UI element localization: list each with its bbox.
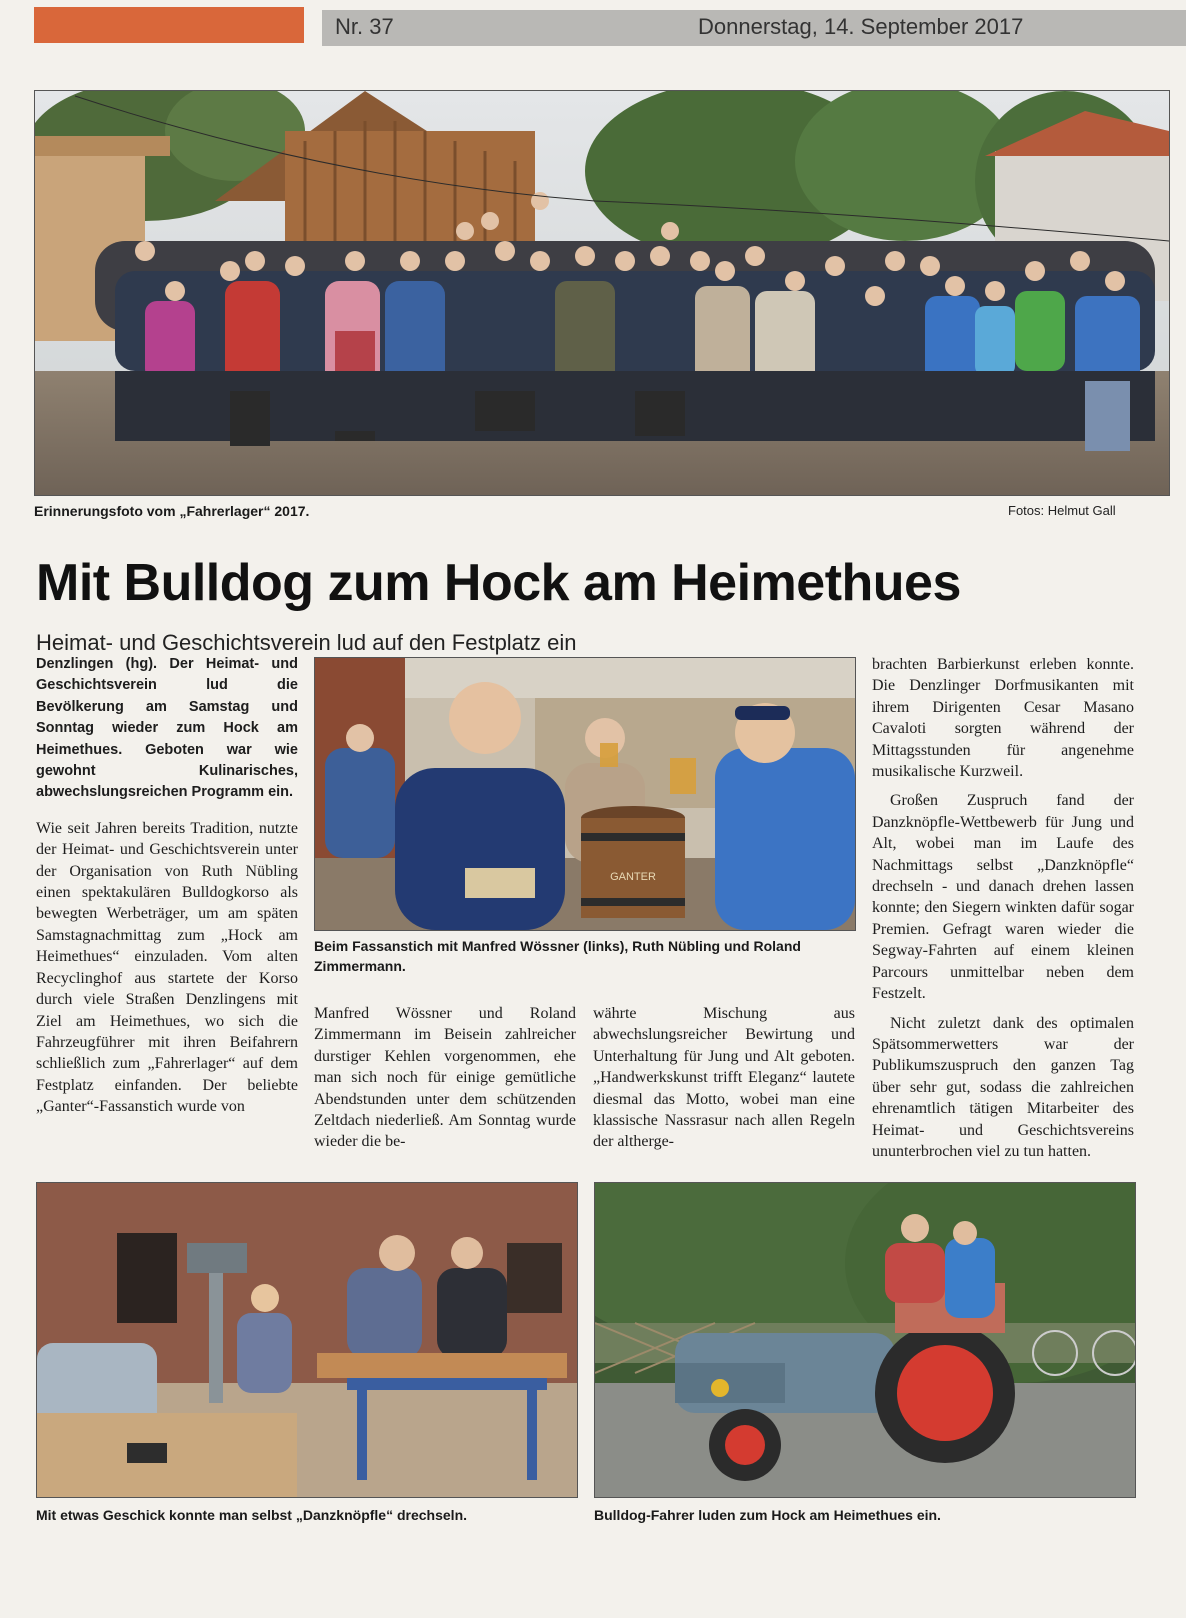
article-lead: Denzlingen (hg). Der Heimat- und Geschichtsverein lud die Bevölkerung am Samstag und Sonntag wieder zum Hock am Heimethues. Geboten war wie gewohnt Kulinarisches, abwechslungsreichen Programm ein. <box>36 656 298 801</box>
article-col4-p1: brachten Barbierkunst erleben konnte. Die Denzlinger Dorfmusikanten mit ihrem Dirigenten Cesar Masano Cavaloti sorgten während der Mittagsstunden für angenehme musikalische Kurzweil. <box>872 656 1134 781</box>
group-photo <box>34 90 1170 496</box>
top-photo-caption: Erinnerungsfoto vom „Fahrerlager“ 2017. <box>34 503 310 519</box>
issue-date: Donnerstag, 14. September 2017 <box>698 14 1024 39</box>
article-subheadline: Heimat- und Geschichtsverein lud auf den Festplatz ein <box>36 630 577 655</box>
article-col2-body: Manfred Wössner und Roland Zimmermann im Beisein zahlreicher durstiger Kehlen vorgenommen, ehe man sich noch für einige gemütliche Abendstunden unter dem schützenden Zeltdach niederließ. Am Sonntag wurde wieder die be- <box>314 1005 576 1151</box>
article-col4-p3: Nicht zuletzt dank des optimalen Spätsommerwetters war der Publikumszuspruch den ganzen Tag über sehr gut, sodass die zahlreichen ehrenamtlich tätigen Mitarbeiter des Heimat- und Geschichtsvereins ununterbrochen viel zu tun hatten. <box>872 1014 1134 1160</box>
header-accent-bar <box>34 7 304 43</box>
bleed-through-text <box>900 58 1180 88</box>
issue-number: Nr. 37 <box>335 14 394 39</box>
article-col4-p2: Großen Zuspruch fand der Danzknöpfle-Wettbewerb für Jung und Alt, wobei man im Laufe des Nachmittags selbst „Danzknöpfle“ drechseln - und danach drehen lassen konnte; den Siegern winkten dafür sogar Premien. Gefragt waren wieder die Segway-Fahrten auf einem kleinen Parcours unmittelbar neben dem Festzelt. <box>872 792 1134 1003</box>
bottom-right-caption: Bulldog-Fahrer luden zum Hock am Heimethues ein. <box>594 1507 941 1523</box>
bottom-left-caption: Mit etwas Geschick konnte man selbst „Danzknöpfle“ drechseln. <box>36 1507 468 1523</box>
article-column-3 <box>593 1003 855 1161</box>
woodturning-photo <box>36 1182 578 1498</box>
tapping-photo <box>314 657 856 931</box>
article-column-4 <box>872 654 1134 1170</box>
barrel-label: GANTER <box>610 871 656 883</box>
middle-photo-caption: Beim Fassanstich mit Manfred Wössner (links), Ruth Nübling und Roland Zimmermann. <box>314 938 801 974</box>
article-col3-body: währte Mischung aus abwechslungsreicher Bewirtung und Unterhaltung für Jung und Alt geboten. „Handwerkskunst trifft Eleganz“ lautete diesmal das Motto, wobei man eine klassische Nassrasur nach allen Regeln der altherge- <box>593 1005 855 1151</box>
article-column-2 <box>314 1003 576 1161</box>
article-headline: Mit Bulldog zum Hock am Heimethues <box>36 554 961 612</box>
article-column-1 <box>36 654 298 1126</box>
photo-credit: Fotos: Helmut Gall <box>1008 503 1116 518</box>
article-col1-body: Wie seit Jahren bereits Tradition, nutzte der Heimat- und Geschichtsverein unter der Organisation von Ruth Nübling einen spektakulären Bulldogkorso als bewegten Werbeträger, um am späten Samstagnachmittag zum „Hock am Heimethues“ einzuladen. Vom alten Recyclinghof aus startete der Korso durch viele Straßen Denzlingens mit Ziel am Heimethues, wo sich die Fahrzeugführer mit ihren Beifahrern schließlich zum „Fahrerlager“ auf dem Festplatz einfanden. Der beliebte „Ganter“-Fassanstich wurde von <box>36 819 298 1116</box>
tractor-photo <box>594 1182 1136 1498</box>
